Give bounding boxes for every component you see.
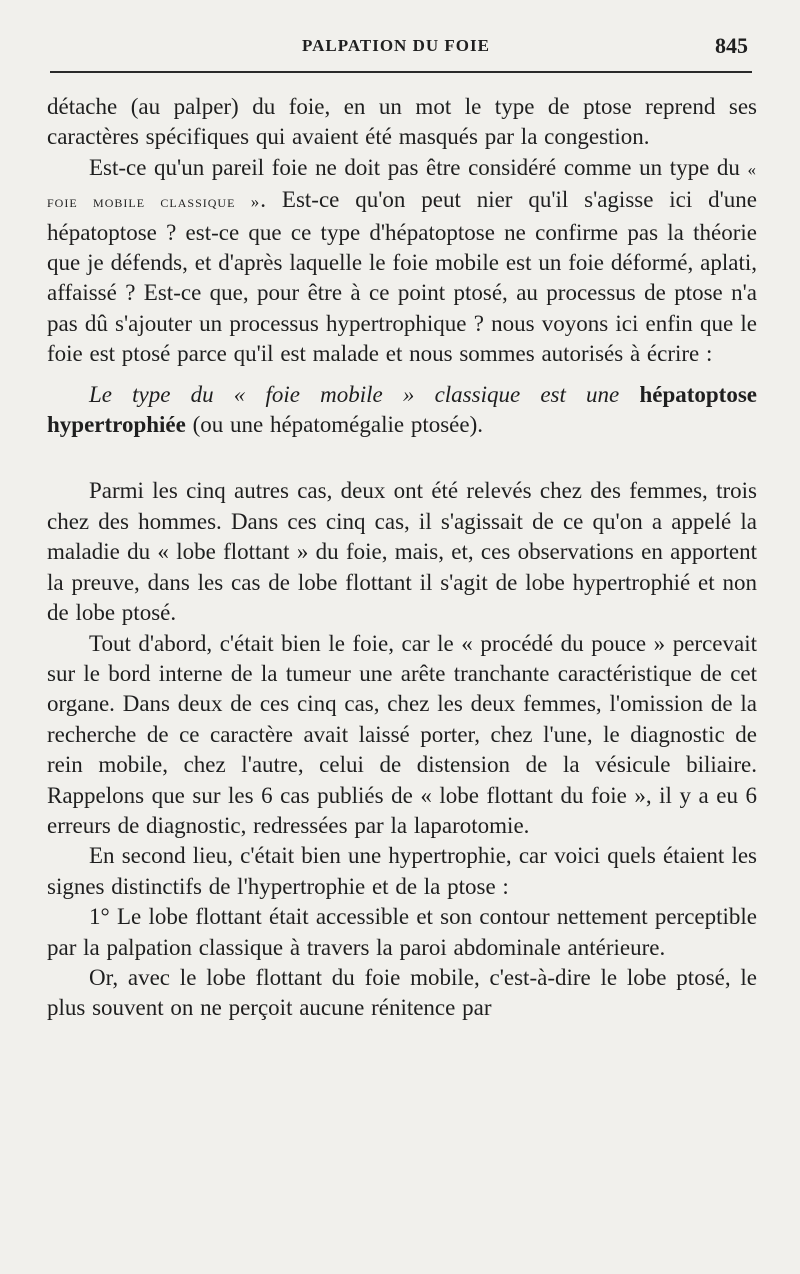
paragraph-5: Tout d'abord, c'était bien le foie, car le « procédé du pouce » percevait sur le bord interne de la tumeur une arête tranchante caractéristique de cet organe. Dans deux de ces cinq cas, chez les deux femmes, l'omission de la recherche de ce caractère avait laissé porter, chez l'une, le diagnostic de rein mobile, chez l'autre, celui de distension de la vésicule biliaire. Rappelons que sur les 6 cas publiés de « lobe flottant du foie », il y a eu 6 erreurs de diagnostic, redressées par la laparotomie. bbox=[47, 630, 757, 838]
conclusion-italic: Le type du « foie mobile » classique est une bbox=[89, 381, 640, 407]
conclusion-statement bbox=[47, 380, 757, 441]
paragraph-6: En second lieu, c'était bien une hypertrophie, car voici quels étaient les signes distinctifs de l'hypertrophie et de la ptose : bbox=[47, 843, 757, 899]
running-title: PALPATION DU FOIE bbox=[302, 36, 490, 55]
header-rule bbox=[50, 71, 752, 73]
paragraph-2 bbox=[47, 153, 757, 370]
paragraph-2-text-b: . Est-ce qu'on peut nier qu'il s'agisse ici d'une hépatoptose ? est-ce que ce type d'hépatoptose ne confirme pas la théorie que je défends, et d'après laquelle le foie mobile est un foie déformé, aplati, affaissé ? Est-ce que, pour être à ce point ptosé, au processus de ptose n'a pas dû s'ajouter un processus hypertrophique ? nous voyons ici enfin que le foie est ptosé parce qu'il est malade et nous sommes autorisés à écrire : bbox=[47, 187, 757, 367]
foie-mobile-classique-term: « foie mobile classique » bbox=[47, 159, 757, 212]
page-body bbox=[47, 92, 757, 1024]
paragraph-4: Parmi les cinq autres cas, deux ont été relevés chez des femmes, trois chez des hommes. Dans ces cinq cas, il s'agissait de ce qu'on a appelé la maladie du « lobe flottant » du foie, mais, et, ces observations en apportent la preuve, dans les cas de lobe flottant il s'agit de lobe hypertrophié et non de lobe ptosé. bbox=[47, 478, 757, 626]
paragraph-7-item-1: 1° Le lobe flottant était accessible et son contour nettement perceptible par la palpation classique à travers la paroi abdominale antérieure. bbox=[47, 904, 757, 960]
conclusion-bold-term: hépatoptose hypertrophiée bbox=[47, 381, 757, 438]
section-gap bbox=[47, 440, 757, 476]
page-number: 845 bbox=[715, 33, 748, 58]
paragraph-2-text-a: Est-ce qu'un pareil foie ne doit pas être considéré comme un type du bbox=[89, 154, 748, 180]
conclusion-rest: (ou une hépatomégalie ptosée). bbox=[185, 412, 483, 438]
paragraph-1: détache (au palper) du foie, en un mot le type de ptose reprend ses caractères spécifiques qui avaient été masqués par la congestion. bbox=[47, 94, 757, 150]
paragraph-8: Or, avec le lobe flottant du foie mobile, c'est-à-dire le lobe ptosé, le plus souvent on ne perçoit aucune rénitence par bbox=[47, 964, 757, 1021]
page-header bbox=[50, 33, 750, 66]
